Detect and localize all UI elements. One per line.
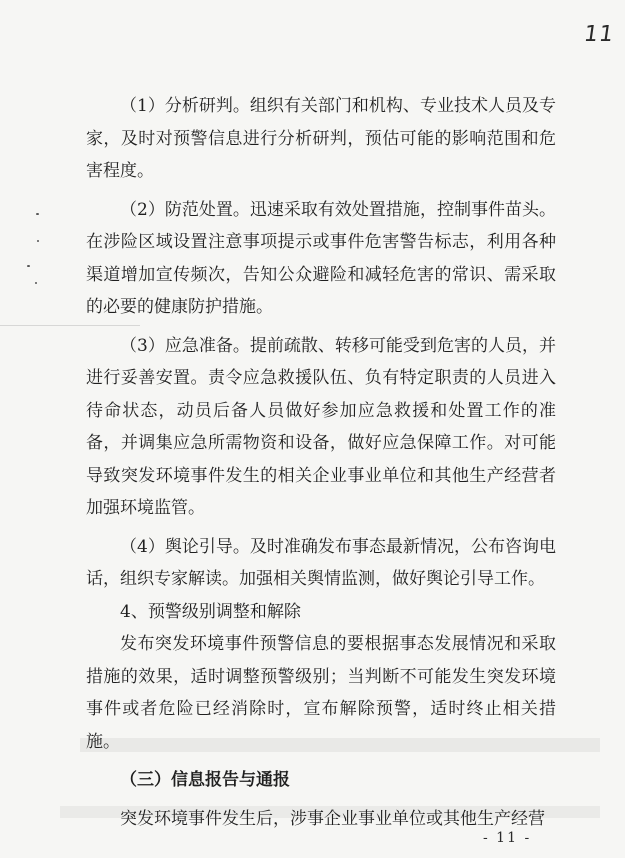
scan-speck — [27, 265, 30, 267]
paragraph-preparation: （3）应急准备。提前疏散、转移可能受到危害的人员，并进行妥善安置。责令应急救援队伍、负有特定职责的人员进入待命状态，动员后备人员做好参加应急救援和处置工作的准备，并调集应急所需物资和设备，做好应急保障工作。对可能导致突发环境事件发生的相关企业事业单位和其他生产经营者加强环境监管。 — [86, 335, 556, 518]
scan-speck — [36, 213, 39, 215]
section-heading-info-report: （三）信息报告与通报 — [120, 770, 290, 790]
paragraph-warning-adjustment: 发布突发环境事件预警信息的要根据事态发展情况和采取措施的效果，适时调整预警级别；当判断不可能发生突发环境事件或者危险已经消除时，宣布解除预警，适时终止相关措施。 — [86, 634, 556, 752]
page-number: - 11 - — [483, 830, 532, 846]
body-text — [86, 90, 556, 835]
handwritten-page-mark: 11 — [582, 22, 616, 47]
paragraph-final: 突发环境事件发生后，涉事企业事业单位或其他生产经营 — [120, 808, 545, 829]
paragraph-analysis: （1）分析研判。组织有关部门和机构、专业技术人员及专家，及时对预警信息进行分析研判，预估可能的影响范围和危害程度。 — [86, 96, 556, 181]
scan-speck — [37, 240, 39, 242]
paragraph-public-opinion: （4）舆论引导。及时准确发布事态最新情况，公布咨询电话，组织专家解读。加强相关舆情监测，做好舆论引导工作。 — [86, 536, 556, 589]
subheading-warning-level: 4、预警级别调整和解除 — [120, 601, 301, 622]
scan-speck — [35, 282, 37, 284]
paragraph-prevention: （2）防范处置。迅速采取有效处置措施，控制事件苗头。在涉险区域设置注意事项提示或事件危害警告标志，利用各种渠道增加宣传频次，告知公众避险和减轻危害的常识、需采取的必要的健康防护措施。 — [86, 199, 556, 317]
